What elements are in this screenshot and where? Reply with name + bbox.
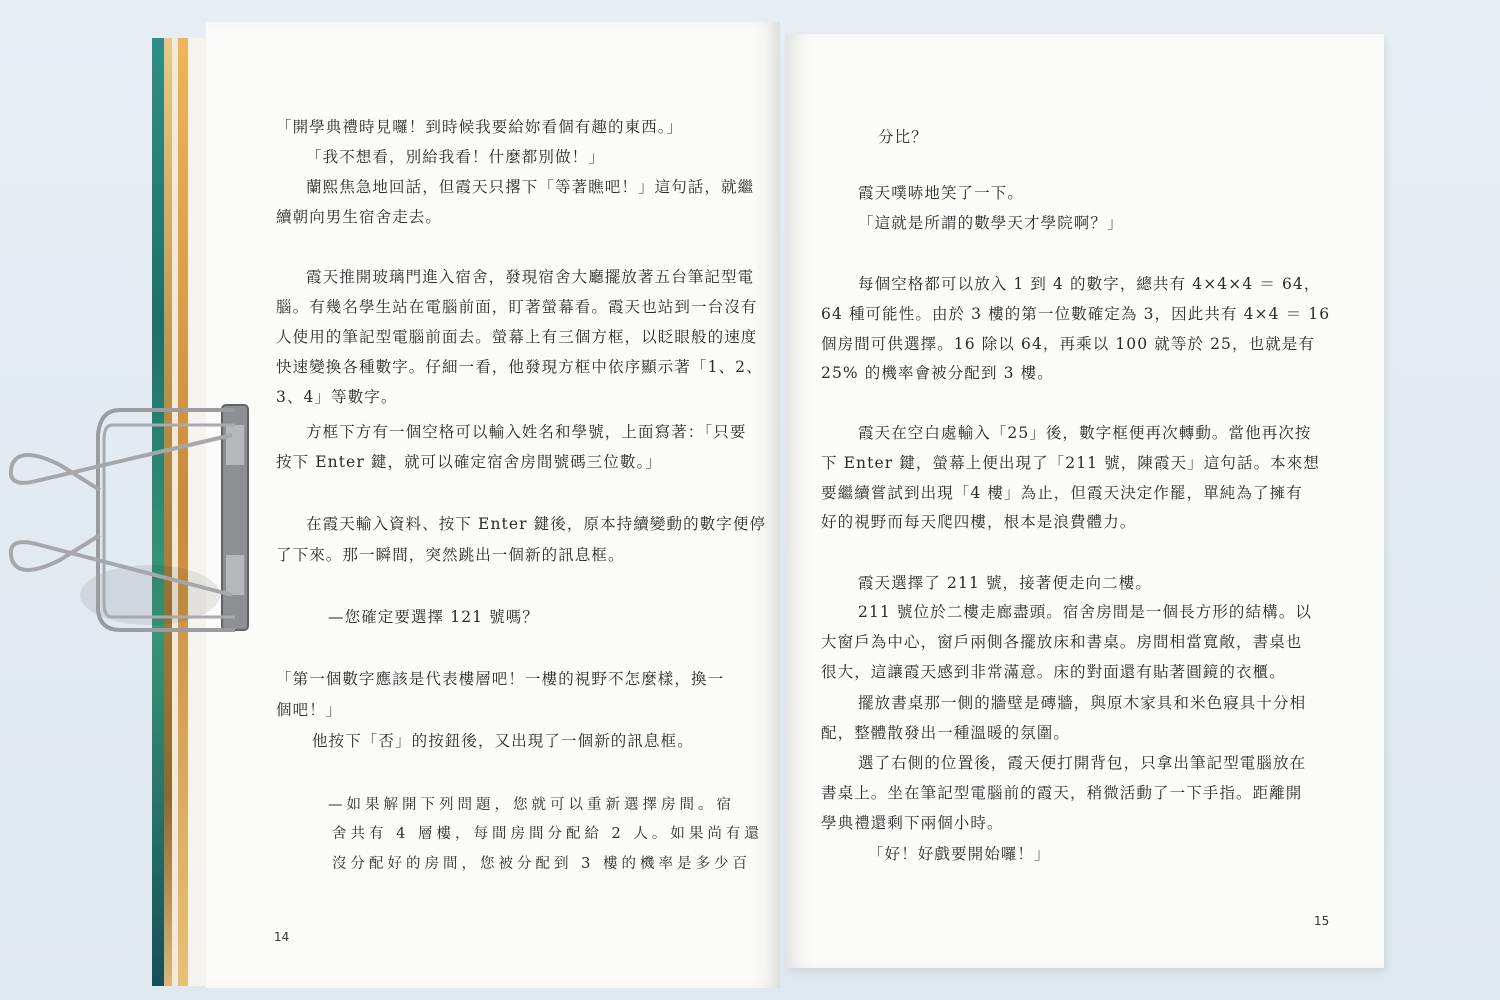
- right-line: 好的視野而每天爬四樓，根本是浪費體力。: [821, 513, 1137, 531]
- left-line: 了下來。那一瞬間，突然跳出一個新的訊息框。: [276, 546, 625, 564]
- left-line: 「第一個數字應該是代表樓層吧！一樓的視野不怎麼樣，換一: [276, 670, 725, 688]
- left-line: —您確定要選擇 121 號嗎？: [328, 608, 539, 626]
- right-line: 個房間可供選擇。16 除以 64，再乘以 100 就等於 25，也就是有: [821, 335, 1315, 353]
- left-line: 按下 Enter 鍵，就可以確定宿舍房間號碼三位數。」: [276, 453, 662, 471]
- left-line: —如果解開下列問題，您就可以重新選擇房間。宿: [328, 797, 735, 813]
- left-line: 人使用的筆記型電腦前面去。螢幕上有三個方框，以眨眼般的速度: [276, 328, 758, 346]
- left-line: 個吧！」: [276, 701, 343, 719]
- left-line: 他按下「否」的按鈕後，又出現了一個新的訊息框。: [312, 732, 694, 750]
- left-line: 「我不想看，別給我看！什麼都別做！」: [306, 148, 605, 166]
- right-line: 要繼續嘗試到出現「4 樓」為止，但霞天決定作罷，單純為了擁有: [821, 484, 1303, 502]
- right-line: 擺放書桌那一側的牆壁是磚牆，與原木家具和米色寢具十分相: [858, 694, 1307, 712]
- left-line: 續朝向男生宿舍走去。: [276, 208, 443, 226]
- right-line: 選了右側的位置後，霞天便打開背包，只拿出筆記型電腦放在: [858, 754, 1307, 772]
- binder-clip: [0, 395, 260, 645]
- page-number: 14: [274, 930, 290, 944]
- right-line: 配，整體散發出一種溫暖的氛圍。: [821, 724, 1071, 742]
- right-line: 分比？: [878, 128, 928, 146]
- left-line: 在霞天輸入資料、按下 Enter 鍵後，原本持續變動的數字便停: [306, 515, 767, 533]
- right-line: 書桌上。坐在筆記型電腦前的霞天，稍微活動了一下手指。距離開: [821, 784, 1303, 802]
- right-page: [786, 34, 1384, 968]
- left-line: 腦。有幾名學生站在電腦前面，盯著螢幕看。霞天也站到一台沒有: [276, 298, 758, 316]
- right-line: 學典禮還剩下兩個小時。: [821, 814, 1004, 832]
- right-line: 「這就是所謂的數學天才學院啊？」: [858, 214, 1124, 232]
- left-line: 沒分配好的房間，您被分配到 3 樓的機率是多少百: [332, 856, 751, 872]
- right-line: 「好！好戲要開始囉！」: [868, 845, 1051, 863]
- right-line: 霞天在空白處輸入「25」後，數字框便再次轉動。當他再次按: [858, 424, 1312, 442]
- left-line: 霞天推開玻璃門進入宿舍，發現宿舍大廳擺放著五台筆記型電: [306, 268, 755, 286]
- right-line: 下 Enter 鍵，螢幕上便出現了「211 號，陳霞天」這句話。本來想: [821, 454, 1320, 472]
- right-line: 64 種可能性。由於 3 樓的第一位數確定為 3，因此共有 4×4 ＝ 16: [821, 305, 1331, 323]
- right-line: 大窗戶為中心，窗戶兩側各擺放床和書桌。房間相當寬敞，書桌也: [821, 633, 1303, 651]
- right-line: 每個空格都可以放入 1 到 4 的數字，總共有 4×4×4 ＝ 64，: [858, 275, 1321, 293]
- right-line: 211 號位於二樓走廊盡頭。宿舍房間是一個長方形的結構。以: [858, 603, 1312, 621]
- left-line: 3、4」等數字。: [276, 388, 398, 406]
- left-line: 「開學典禮時見囉！到時候我要給妳看個有趣的東西。」: [276, 118, 684, 136]
- right-line: 霞天噗哧地笑了一下。: [858, 184, 1025, 202]
- left-page: [206, 22, 780, 988]
- left-line: 快速變換各種數字。仔細一看，他發現方框中依序顯示著「1、2、: [276, 358, 763, 376]
- right-line: 霞天選擇了 211 號，接著便走向二樓。: [858, 574, 1152, 592]
- left-line: 方框下方有一個空格可以輸入姓名和學號，上面寫著：「只要: [306, 423, 747, 441]
- page-number: 15: [1314, 914, 1330, 928]
- left-line: 蘭熙焦急地回話，但霞天只撂下「等著瞧吧！」這句話，就繼: [306, 178, 755, 196]
- right-line: 很大，這讓霞天感到非常滿意。床的對面還有貼著圓鏡的衣櫃。: [821, 663, 1286, 681]
- right-line: 25% 的機率會被分配到 3 樓。: [821, 364, 1054, 382]
- left-line: 舍共有 4 層樓，每間房間分配給 2 人。如果尚有還: [332, 826, 763, 842]
